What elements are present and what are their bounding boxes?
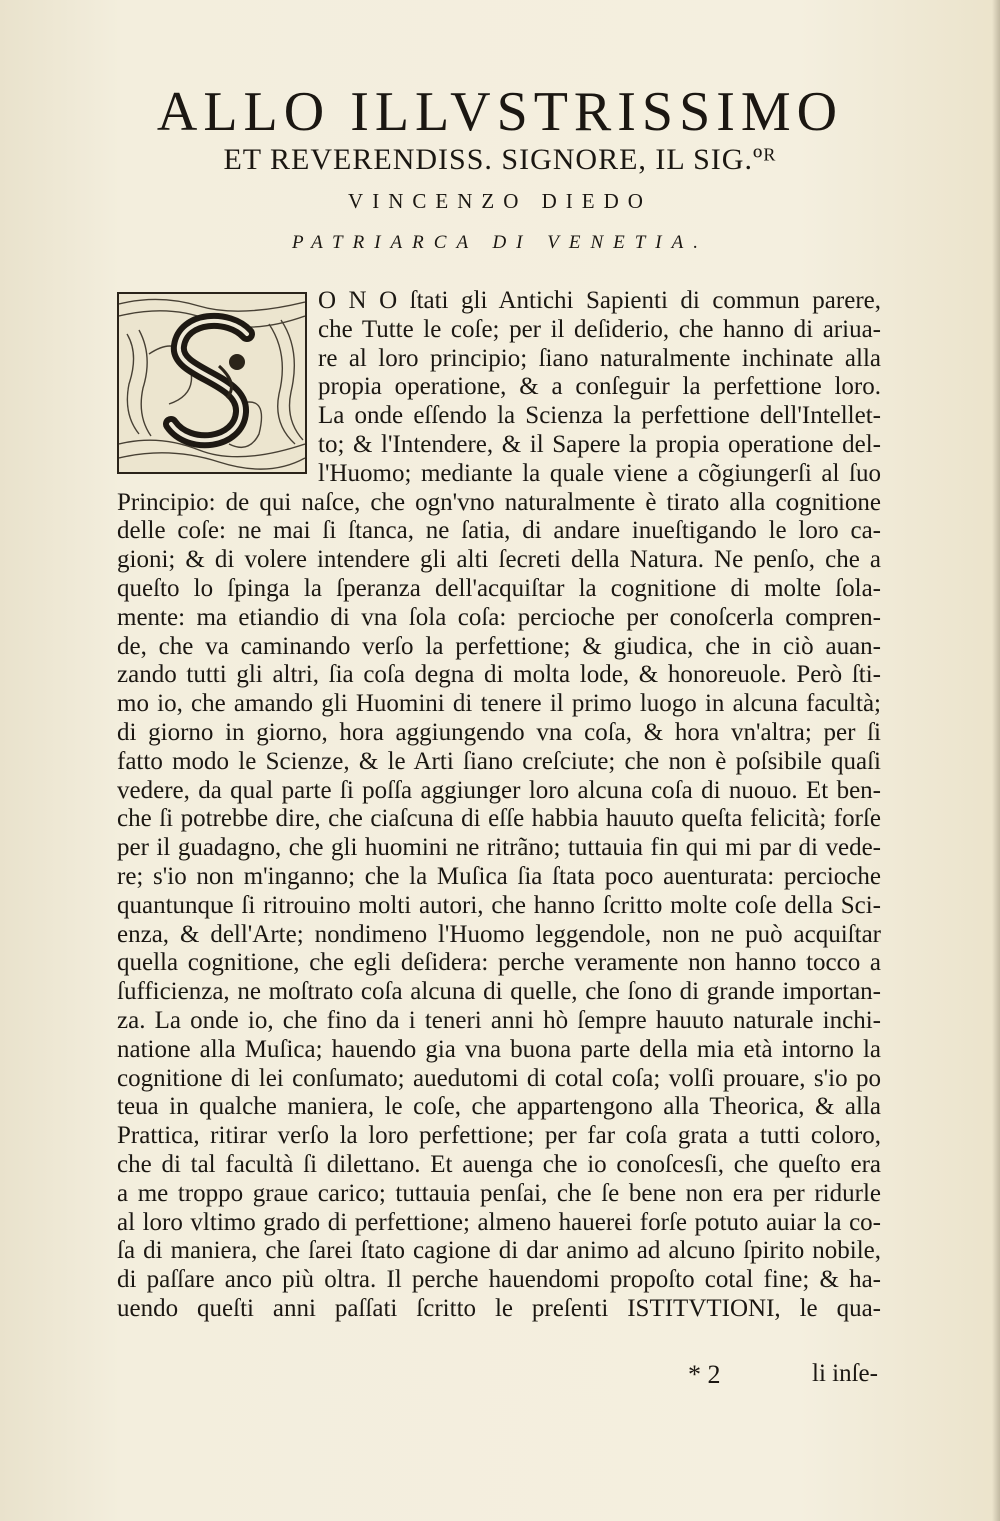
text-line: za. La onde io, che fino da i teneri anni hò ſempre hauuto naturale inchi- <box>117 1007 881 1034</box>
text-line: Principio: de qui naſce, che ogn'vno naturalmente è tirato alla cognitione <box>117 488 881 516</box>
catchword: li inſe- <box>812 1360 878 1387</box>
decorated-initial-s <box>117 292 307 474</box>
text-line: propia operatione, & a conſeguir la perfettione loro. <box>318 373 881 401</box>
text-line: uendo queſti anni paſſati ſcritto le preſenti ISTITVTIONI, le qua- <box>117 1295 881 1322</box>
text-line: cognitione di lei conſumato; auedutomi di cotal coſa; volſi prouare, s'io po <box>117 1064 881 1092</box>
text-line: teua in qualche maniera, le coſe, che appartengono alla Theorica, & alla <box>117 1093 881 1121</box>
text-line: per il guadagno, che gli huomini ne ritrãno; tuttauia fin qui mi par di vede- <box>117 834 881 862</box>
text-line: O N O ſtati gli Antichi Sapienti di commun parere, <box>318 287 881 314</box>
text-line: re; s'io non m'inganno; che la Muſica ſia ſtata poco auenturata: percioche <box>117 863 881 890</box>
text-line: queſto lo ſpinga la ſperanza dell'acquiſtar la cognitione di molte ſola- <box>117 575 881 602</box>
text-line: La onde eſſendo la Scienza la perfettione dell'Intellet- <box>318 402 881 430</box>
text-line: quantunque ſi ritrouino molti autori, che hanno ſcritto molte coſe della Sci- <box>117 891 881 919</box>
dedication-title-line2: ET REVERENDISS. SIGNORE, IL SIG.ºᴿ <box>223 143 777 176</box>
text-line: l'Huomo; mediante la quale viene a cõgiungerſi al ſuo <box>318 459 881 487</box>
text-line: delle coſe: ne mai ſi ſtanca, ne ſatia, di andare inueſtigando le loro ca- <box>117 517 881 545</box>
dedication-title-line4: PATRIARCA DI VENETIA. <box>292 232 708 253</box>
text-line: che Tutte le coſe; per il deſiderio, che hanno di ariua- <box>318 315 881 343</box>
signature-mark: * 2 <box>688 1360 721 1389</box>
text-line: che ſi potrebbe dire, che ciaſcuna di eſſe habbia hauuto queſta felicità; forſe <box>117 805 881 833</box>
text-line: mo io, che amando gli Huomini di tenere il primo luogo in alcuna facultà; <box>117 690 881 718</box>
text-line: fatto modo le Scienze, & le Arti ſiano creſciute; che non è poſsibile quaſi <box>117 747 881 775</box>
text-line: vedere, da qual parte ſi poſſa aggiunger loro alcuna coſa di nuouo. Et ben- <box>117 776 881 804</box>
page-edge-shadow <box>992 0 1000 1521</box>
text-line: di paſſare anco più oltra. Il perche hauendomi propoſto cotal fine; & ha- <box>117 1266 881 1294</box>
text-line: ſufficienza, ne moſtrato coſa alcuna di quelle, che ſono di grande importan- <box>117 978 881 1006</box>
text-line: al loro vltimo grado di perfettione; almeno hauerei forſe potuto auiar la co- <box>117 1208 881 1236</box>
text-line: re al loro principio; ſiano naturalmente inchinate alla <box>318 344 881 372</box>
text-line: che di tal facultà ſi dilettano. Et auenga che io conoſcesſi, che queſto era <box>117 1151 881 1178</box>
dedication-title-line3: VINCENZO DIEDO <box>348 189 652 213</box>
text-line: Prattica, ritirar verſo la loro perfettione; per far coſa grata a tutti coloro, <box>117 1122 881 1150</box>
text-line: natione alla Muſica; hauendo gia vna buona parte della mia età intorno la <box>117 1035 881 1063</box>
dedication-title-line1: ALLO ILLVSTRISSIMO <box>156 81 844 143</box>
text-line: mente: ma etiandio di vna ſola coſa: percioche per conoſcerla compren- <box>117 603 881 631</box>
text-line: gioni; & di volere intendere gli alti ſecreti della Natura. Ne penſo, che a <box>117 546 881 574</box>
text-line: enza, & dell'Arte; nondimeno l'Huomo leggendole, non ne può acquiſtar <box>117 920 881 948</box>
text-line: quella cognitione, che egli deſidera: perche veramente non hanno tocco a <box>117 949 881 977</box>
text-line: ſa di maniera, che ſarei ſtato cagione di dar animo ad alcuno ſpirito nobile, <box>117 1237 881 1265</box>
text-line: a me troppo graue carico; tuttauia penſai, che ſe bene non era per ridurle <box>117 1179 881 1207</box>
text-line: to; & l'Intendere, & il Sapere la propia operatione del- <box>318 431 881 458</box>
text-line: de, che va caminando verſo la perfettione; & giudica, che in ciò auan- <box>117 632 881 660</box>
text-line: di giorno in giorno, hora aggiungendo vna coſa, & hora vn'altra; per ſi <box>117 719 881 746</box>
text-line: zando tutti gli altri, ſia coſa degna di molta lode, & honoreuole. Però ſti- <box>117 661 881 689</box>
woodcut-initial-icon <box>119 294 305 472</box>
